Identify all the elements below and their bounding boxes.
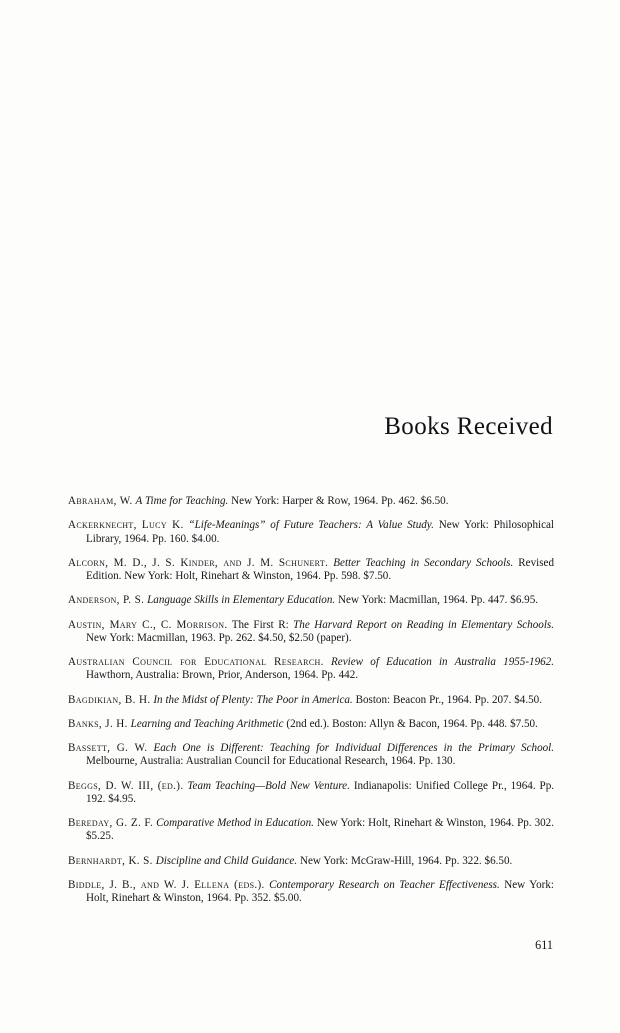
entry-imprint: New York: Harper & Row, 1964. Pp. 462. $6.50. [231, 495, 449, 508]
page-number: 611 [535, 938, 553, 952]
bibliography-entry [68, 742, 554, 768]
entry-author: Austin, Mary C., C. Morrison. [68, 618, 228, 631]
entry-imprint: Melbourne, Australia: Australian Council for Educational Research, 1964. Pp. 130. [86, 755, 456, 768]
entry-imprint: New York: McGraw-Hill, 1964. Pp. 322. $6.50. [299, 854, 513, 867]
bibliography-entry [68, 619, 554, 645]
entry-imprint: New York: Philosophical Library, 1964. Pp. 160. $4.00. [86, 519, 555, 545]
bibliography-entry [68, 855, 554, 868]
bibliography-entry [68, 495, 554, 508]
entry-imprint: Boston: Beacon Pr., 1964. Pp. 207. $4.50. [355, 693, 542, 706]
bibliography-entry [68, 718, 554, 731]
bibliography-entry [68, 817, 554, 843]
entry-author: Bagdikian, B. H. [68, 693, 151, 706]
bibliography-entry [68, 519, 554, 545]
entry-title: Comparative Method in Education. [156, 817, 314, 830]
bibliography-entry [68, 594, 554, 607]
entry-title: Review of Education in Australia 1955-1962. [331, 656, 554, 669]
entry-imprint: (2nd ed.). Boston: Allyn & Bacon, 1964. Pp. 448. $7.50. [286, 717, 538, 730]
entry-author: Australian Council for Educational Research. [68, 656, 324, 669]
entry-title: Team Teaching—Bold New Venture. [187, 779, 350, 792]
entry-author: Abraham, W. [68, 495, 133, 508]
entry-author: Bernhardt, K. S. [68, 854, 153, 867]
entry-author: Alcorn, M. D., J. S. Kinder, and J. M. Schunert. [68, 556, 329, 569]
entry-title: “Life-Meanings” of Future Teachers: A Value Study. [188, 519, 434, 532]
entry-title: In the Midst of Plenty: The Poor in America. [153, 693, 353, 706]
entry-title-roman: The First R: [231, 618, 289, 631]
entry-imprint: New York: Macmillan, 1963. Pp. 262. $4.50, $2.50 (paper). [86, 631, 352, 644]
entry-title: Learning and Teaching Arithmetic [130, 717, 284, 730]
entry-title: Each One is Different: Teaching for Individual Differences in the Primary School. [153, 742, 555, 755]
bibliography-entry [68, 694, 554, 707]
entry-title: A Time for Teaching. [135, 495, 229, 508]
entry-title: Contemporary Research on Teacher Effectiveness. [269, 879, 500, 892]
entry-author: Bassett, G. W. [68, 742, 148, 755]
entry-title: Better Teaching in Secondary Schools. [333, 556, 514, 569]
entry-title: Discipline and Child Guidance. [155, 854, 298, 867]
entry-imprint: New York: Macmillan, 1964. Pp. 447. $6.95. [338, 594, 539, 607]
entry-imprint: New York: Holt, Rinehart & Winston, 1964. Pp. 352. $5.00. [86, 879, 554, 905]
entry-author: Beggs, D. W. III, (ed.). [68, 779, 184, 792]
bibliography-entry [68, 780, 554, 806]
entry-author: Biddle, J. B., and W. J. Ellena (eds.). [68, 879, 265, 892]
entry-author: Ackerknecht, Lucy K. [68, 519, 184, 532]
entry-author: Anderson, P. S. [68, 594, 145, 607]
entry-imprint: Revised Edition. New York: Holt, Rinehart & Winston, 1964. Pp. 598. $7.50. [86, 556, 555, 583]
entry-imprint: Hawthorn, Australia: Brown, Prior, Anderson, 1964. Pp. 442. [86, 669, 359, 682]
books-received-list [68, 484, 554, 917]
page-title: Books Received [384, 412, 553, 440]
bibliography-entry [68, 656, 554, 682]
entry-imprint: New York: Holt, Rinehart & Winston, 1964. Pp. 302. $5.25. [86, 817, 554, 843]
entry-title: The Harvard Report on Reading in Elementary Schools. [293, 618, 554, 631]
bibliography-entry [68, 879, 554, 905]
entry-imprint: Indianapolis: Unified College Pr., 1964. Pp. 192. $4.95. [86, 779, 555, 805]
bibliography-entry [68, 557, 554, 583]
entry-author: Bereday, G. Z. F. [68, 817, 154, 830]
entry-author: Banks, J. H. [68, 717, 128, 730]
entry-title: Language Skills in Elementary Education. [147, 594, 336, 607]
